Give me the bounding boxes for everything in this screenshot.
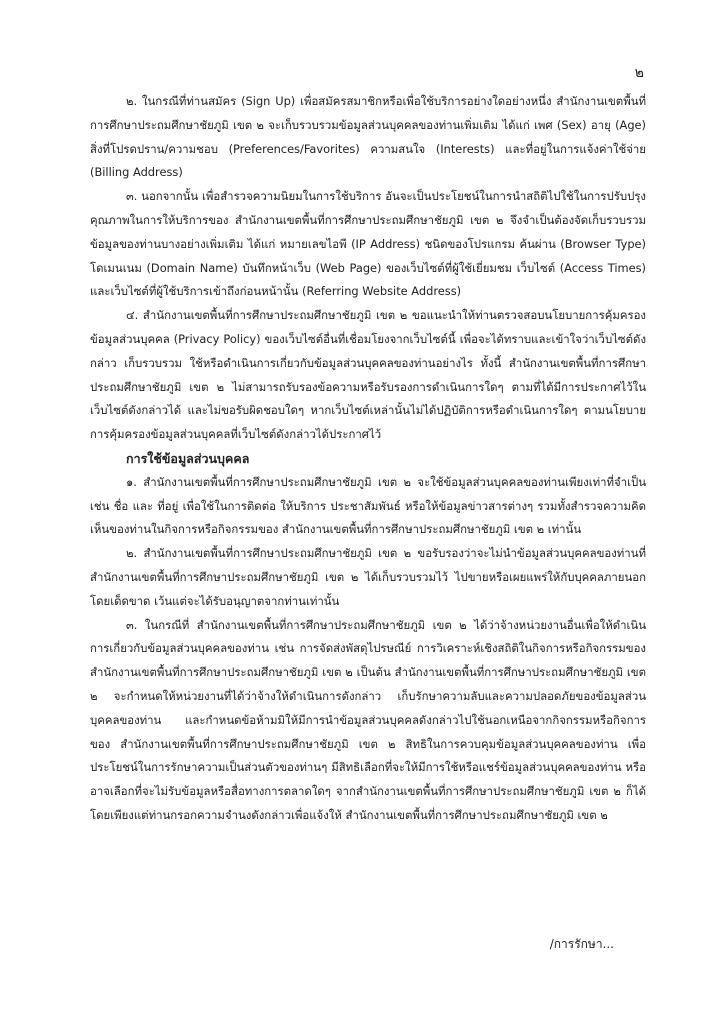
usage-paragraph-2: ๒. สำนักงานเขตพื้นที่การศึกษาประถมศึกษาชัยภูมิ เขต ๒ ขอรับรองว่าจะไม่นำข้อมูลส่วนบุคคลของท่านที่ สำนักงานเขตพื้นที่การศึกษาประถมศึกษาชัยภูมิ เขต ๒ ได้เก็บรวบรวมไว้ ไปขายหรือเผยแพร่ให้กับบุคคลภายนอกโดยเด็ดขาด เว้นแต่จะได้รับอนุญาตจากท่านเท่านั้น <box>90 546 646 608</box>
usage-paragraph-3: ๓. ในกรณีที่ สำนักงานเขตพื้นที่การศึกษาประถมศึกษาชัยภูมิ เขต ๒ ได้ว่าจ้างหน่วยงานอื่นเพื่อให้ดำเนินการเกี่ยวกับข้อมูลส่วนบุคคลของท่าน เช่น การจัดส่งพัสดุไปรษณีย์ การวิเคราะห์เชิงสถิติในกิจการหรือกิจกรรมของ สำนักงานเขตพื้นที่การศึกษาประถมศึกษาชัยภูมิ เขต ๒ เป็นต้น สำนักงานเขตพื้นที่การศึกษาประถมศึกษาชัยภูมิ เขต ๒ จะกำหนดให้หน่วยงานที่ได้ว่าจ้างให้ดำเนินการดังกล่าว เก็บรักษาความลับและความปลอดภัยของข้อมูลส่วนบุคคลของท่าน และกำหนดข้อห้ามมิให้มีการนำข้อมูลส่วนบุคคลดังกล่าวไปใช้นอกเหนือจากกิจกรรมหรือกิจการของ สำนักงานเขตพื้นที่การศึกษาประถมศึกษาชัยภูมิ เขต ๒ สิทธิในการควบคุมข้อมูลส่วนบุคคลของท่าน เพื่อประโยชน์ในการรักษาความเป็นส่วนตัวของท่านๆ มีสิทธิเลือกที่จะให้มีการใช้หรือแชร์ข้อมูลส่วนบุคคลของท่าน หรืออาจเลือกที่จะไม่รับข้อมูลหรือสื่อทางการตลาดใดๆ จากสำนักงานเขตพื้นที่การศึกษาประถมศึกษาชัยภูมิ เขต ๒ ก็ได้ โดยเพียงแต่ท่านกรอกความจำนงดังกล่าวเพื่อแจ้งให้ สำนักงานเขตพื้นที่การศึกษาประถมศึกษาชัยภูมิ เขต ๒ <box>90 617 646 822</box>
section-heading: การใช้ข้อมูลส่วนบุคคล <box>126 450 250 466</box>
document-body <box>90 90 646 828</box>
page-number: ๒ <box>634 65 644 81</box>
paragraph-item-3: ๓. นอกจากนั้น เพื่อสำรวจความนิยมในการใช้บริการ อันจะเป็นประโยชน์ในการนำสถิติไปใช้ในการปรับปรุงคุณภาพในการให้บริการของ สำนักงานเขตพื้นที่การศึกษาประถมศึกษาชัยภูมิ เขต ๒ จึงจำเป็นต้องจัดเก็บรวบรวมข้อมูลของท่านบางอย่างเพิ่มเติม ได้แก่ หมายเลขไอพี (IP Address) ชนิดของโปรแกรม ค้นผ่าน (Browser Type) โดเมนเนม (Domain Name) บันทึกหน้าเว็บ (Web Page) ของเว็บไซต์ที่ผู้ใช้เยี่ยมชม เว็บไซต์ (Access Times) และเว็บไซต์ที่ผู้ใช้บริการเข้าถึงก่อนหน้านั้น (Referring Website Address) <box>90 189 646 299</box>
paragraph-item-2: ๒. ในกรณีที่ท่านสมัคร (Sign Up) เพื่อสมัครสมาชิกหรือเพื่อใช้บริการอย่างใดอย่างหนึ่ง สำนักงานเขตพื้นที่การศึกษาประถมศึกษาชัยภูมิ เขต ๒ จะเก็บรวบรวมข้อมูลส่วนบุคคลของท่านเพิ่มเติม ได้แก่ เพศ (Sex) อายุ (Age) สิ่งที่โปรดปราน/ความชอบ (Preferences/Favorites) ความสนใจ (Interests) และที่อยู่ในการแจ้งค่าใช้จ่าย (Billing Address) <box>90 94 646 180</box>
paragraph-item-4: ๔. สำนักงานเขตพื้นที่การศึกษาประถมศึกษาชัยภูมิ เขต ๒ ขอแนะนำให้ท่านตรวจสอบนโยบายการคุ้มครองข้อมูลส่วนบุคคล (Privacy Policy) ของเว็บไซต์อื่นที่เชื่อมโยงจากเว็บไซต์นี้ เพื่อจะได้ทราบและเข้าใจว่าเว็บไซต์ดังกล่าว เก็บรวบรวม ใช้หรือดำเนินการเกี่ยวกับข้อมูลส่วนบุคคลของท่านอย่างไร ทั้งนี้ สำนักงานเขตพื้นที่การศึกษาประถมศึกษาชัยภูมิ เขต ๒ ไม่สามารถรับรองข้อความหรือรับรองการดำเนินการใดๆ ตามที่ได้มีการประกาศไว้ในเว็บไซต์ดังกล่าวได้ และไม่ขอรับผิดชอบใดๆ หากเว็บไซต์เหล่านั้นไม่ได้ปฏิบัติการหรือดำเนินการใดๆ ตามนโยบายการคุ้มครองข้อมูลส่วนบุคคลที่เว็บไซต์ดังกล่าวได้ประกาศไว้ <box>90 308 646 442</box>
continuation-footer: /การรักษา... <box>549 937 614 951</box>
usage-paragraph-1: ๑. สำนักงานเขตพื้นที่การศึกษาประถมศึกษาชัยภูมิ เขต ๒ จะใช้ข้อมูลส่วนบุคคลของท่านเพียงเท่าที่จำเป็น เช่น ชื่อ และ ที่อยู่ เพื่อใช้ในการติดต่อ ให้บริการ ประชาสัมพันธ์ หรือให้ข้อมูลข่าวสารต่างๆ รวมทั้งสำรวจความคิดเห็นของท่านในกิจการหรือกิจกรรมของ สำนักงานเขตพื้นที่การศึกษาประถมศึกษาชัยภูมิ เขต ๒ เท่านั้น <box>90 474 646 537</box>
